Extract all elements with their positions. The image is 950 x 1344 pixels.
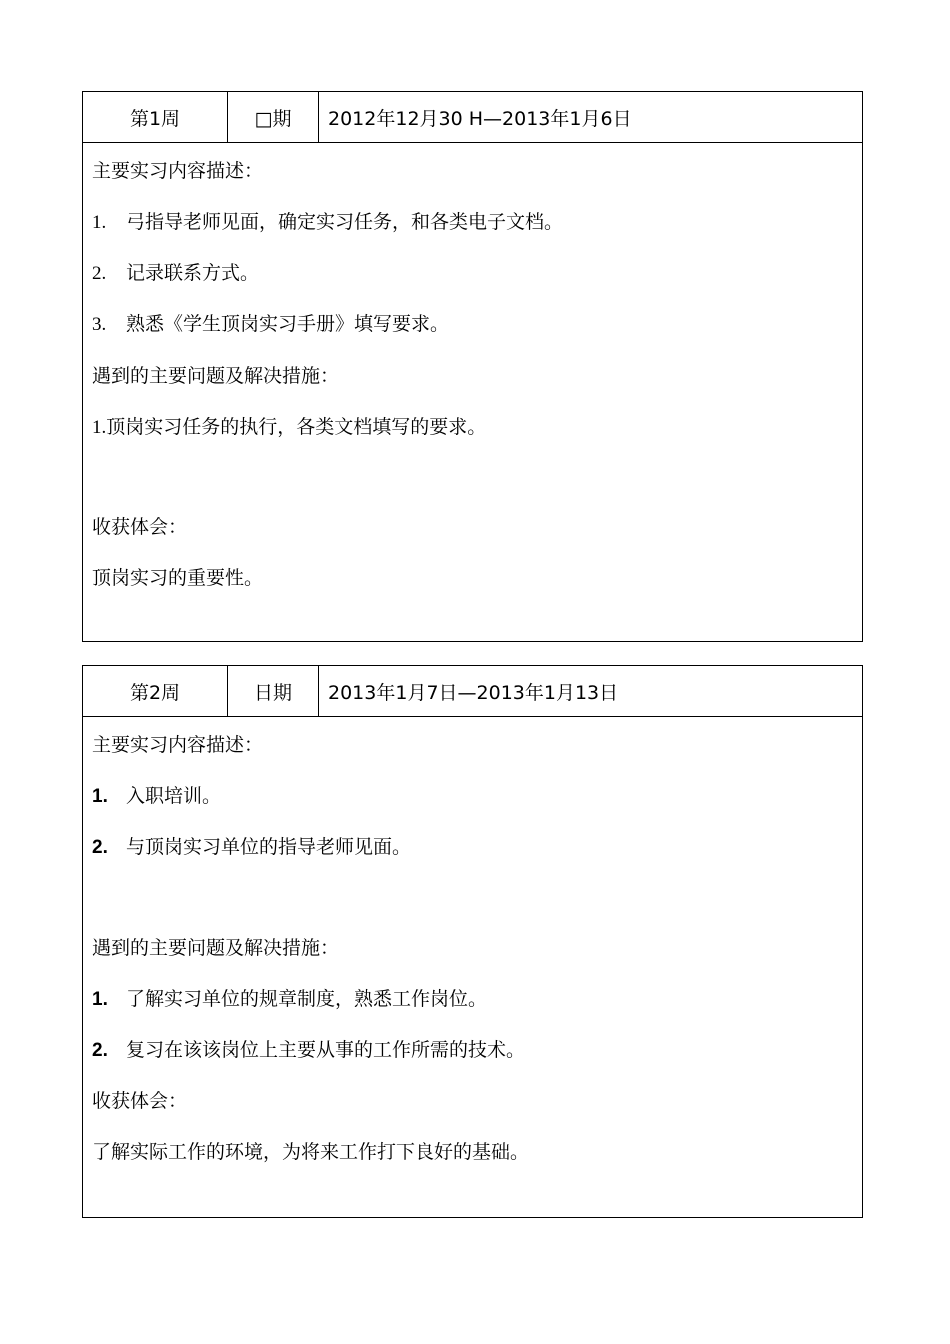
list-number: 3. [92,314,107,335]
week-2-problem-item [92,1037,525,1064]
week-2-gains-text: 了解实际工作的环境，为将来工作打下良好的基础。 [92,1141,530,1163]
week-2-content-heading: 主要实习内容描述： [92,734,264,756]
week-1-content-item [92,311,449,338]
week-2-gains-heading: 收获体会： [92,1090,188,1112]
list-text: 与顶岗实习单位的指导老师见面。 [126,836,412,858]
week-1-content-item [92,209,563,236]
list-text: 熟悉《学生顶岗实习手册》填写要求。 [126,313,450,335]
week-1-date-label: □期 [228,92,319,142]
week-2-content-item [92,834,411,861]
week-1-table [82,91,863,642]
week-1-gains-text: 顶岗实习的重要性。 [92,567,264,589]
list-text: 入职培训。 [126,785,222,807]
list-text: 复习在该该岗位上主要从事的工作所需的技术。 [126,1039,526,1061]
week-1-date-range: 2012年12月30 H—2013年1月6日 [328,107,632,130]
list-text: 了解实习单位的规章制度，熟悉工作岗位。 [126,988,488,1010]
week-2-table [82,665,863,1218]
list-text: 记录联系方式。 [126,262,260,284]
week-2-date-label: 日期 [228,666,319,716]
list-number: 1. [92,786,108,807]
week-1-content-item [92,260,259,287]
week-1-header-row [83,92,862,143]
list-number: 1. [92,989,108,1010]
week-2-date-range: 2013年1月7日—2013年1月13日 [328,681,619,704]
list-text: 弓指导老师见面，确定实习任务，和各类电子文档。 [126,211,564,233]
week-2-content-item [92,783,221,810]
week-1-problem-item [92,414,486,441]
week-2-problems-heading: 遇到的主要问题及解决措施： [92,937,340,959]
list-number: 2. [92,263,107,284]
week-2-header-row [83,666,862,717]
list-number: 1. [92,417,107,438]
week-1-content-heading: 主要实习内容描述： [92,160,264,182]
week-1-number: 第1周 [83,92,228,142]
week-2-number: 第2周 [83,666,228,716]
week-2-problem-item [92,986,487,1013]
list-number: 2. [92,837,108,858]
list-number: 1. [92,212,107,233]
list-number: 2. [92,1040,108,1061]
week-1-gains-heading: 收获体会： [92,516,188,538]
week-1-problems-heading: 遇到的主要问题及解决措施： [92,365,340,387]
list-text: 顶岗实习任务的执行，各类文档填写的要求。 [106,416,487,438]
